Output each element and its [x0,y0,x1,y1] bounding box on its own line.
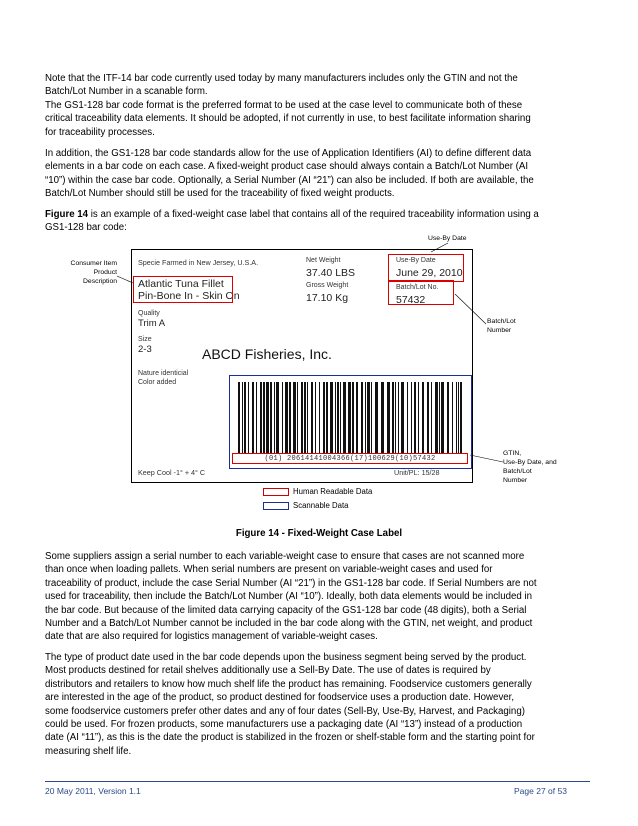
callout-line: Consumer Item [70,260,117,267]
body-paragraph-2 [45,651,585,758]
text-line: “10”) within the case bar code. Optionally, a Serial Number (AI “21”) can also be included. If both are available, the [45,174,534,186]
text-line: The GS1-128 bar code format is the preferred format to be used at the case level to communicate both of these [45,99,523,111]
footer-divider [45,781,590,782]
text-line: distributors and retailers to know how much shelf life the product has remaining. Foodservice customers generally [45,678,532,690]
specie-text: Specie Farmed in New Jersey, U.S.A. [138,258,259,267]
text-line: Batch/Lot Number should still be used for the traceability of fixed weight products. [45,188,395,200]
text-line: for traceability processes. [45,126,155,138]
callout-line: Use-By Date, and [503,459,557,466]
highlight-product-description [133,276,233,303]
highlight-batch-lot [388,280,454,305]
gross-weight-label: Gross Weight [306,282,349,289]
text-line: than once when loading pallets. When serial numbers are present on variable-weight cases and used for [45,564,493,576]
footer-page-number: Page 27 of 53 [514,786,567,796]
batch-value: 57432 [396,294,426,306]
callout-line: Number [487,327,512,334]
callout-line: Description [83,278,117,285]
text-line: Note that the ITF-14 bar code currently used today by many manufacturers includes only the GTIN and not the [45,73,518,84]
callout-line: Number [503,477,528,484]
text-line: traceability of product, include the case Serial Number (AI “21”) in the GS1-128 bar code. If Serial Numbers are not [45,577,537,589]
text-line: GS1-128 bar code: [45,222,127,234]
net-weight-value: 37.40 LBS [306,267,356,279]
text-line: Some suppliers assign a serial number to each variable-weight case to ensure that cases are not scanned more [45,551,525,562]
callout-line: Product [93,269,117,276]
text-line: elements in a bar code on each case. A fixed-weight product case should always contain a Batch/Lot Number (AI [45,161,529,173]
highlight-barcode-scannable [229,375,472,469]
keep-cool-text: Keep Cool -1° + 4° C [138,468,206,477]
callout-line: Batch/Lot [487,318,516,325]
text-line: some foodservice customers prefer other dates and any of four dates (Sell-By, Use-By, Harvest, and Packaging) [45,705,525,717]
text-line: used for traceability, then include the Batch/Lot Number (AI “10”). Ideally, both data elements would be included in [45,591,532,603]
case-label [131,249,473,483]
legend-label: Human Readable Data [293,487,373,496]
legend-swatch-red [263,488,289,496]
footer-date-version: 20 May 2011, Version 1.1 [45,786,141,796]
size-value: 2-3 [138,344,152,355]
unit-pl-text: Unit/PL: 15/28 [394,468,440,477]
product-line-1: Atlantic Tuna Fillet [138,278,224,290]
text-line: are interested in the age of the product, so product destined for foodservice uses a production date. However, [45,692,515,704]
text-line: date that are also required for logistics management of variable-weight cases. [45,631,378,643]
text-line: could be used. For frozen products, some manufacturers use a packaging date (AI “13”) instead of a production [45,719,523,731]
figure-reference: Figure 14 [45,209,89,220]
callout-batch-lot [487,317,516,335]
text-line: In addition, the GS1-128 bar code standards allow for the use of Application Identifiers (AI) to define different data [45,148,532,159]
product-line-2: Pin-Bone In - Skin On [138,290,240,302]
quality-value: Trim A [138,318,166,329]
text-line: Number and a Batch/Lot Number cannot be included in the bar code along with the GTIN, net weight, and product [45,618,533,630]
callout-line: GTIN, [503,450,522,457]
gross-weight-value: 17.10 Kg [306,292,349,304]
size-label: Size [138,336,152,343]
highlight-use-by-date [388,254,464,282]
legend-swatch-blue [263,502,289,510]
barcode-human-readable: (01) 20614141004366(17)100629(10)57432 [264,455,436,463]
figure-caption: Figure 14 - Fixed-Weight Case Label [235,528,403,539]
text-line: the bar code. But because of the limited data carrying capacity of the GS1-128 bar code (48 digits), both a Serial [45,604,527,616]
text-line: date (AI “11”), as this is the date the product is stabilized in the frozen or shelf-stable form and the starting point for [45,732,535,744]
callout-gtin [503,449,557,485]
callout-line: Batch/Lot [503,468,532,475]
nature-line-1: Nature identicial [138,370,189,377]
text-line: Most products destined for retail shelves additionally use a Sell-By Date. The use of dates is required by [45,665,491,677]
body-paragraph-1 [45,550,585,644]
text-line: measuring shelf life. [45,745,132,757]
legend-label: Scannable Data [293,501,349,510]
batch-label: Batch/Lot No. [396,284,439,291]
text-line: critical traceability data elements. It should be adopted, if not currently in use, to best facilitate information sharing [45,113,531,125]
callout-consumer-item [62,259,117,286]
net-weight-label: Net Weight [306,257,341,264]
nature-line-2: Color added [138,379,177,386]
text-line: The type of product date used in the bar code depends upon the business segment being served by the product. [45,652,527,663]
company-name: ABCD Fisheries, Inc. [202,346,332,362]
use-by-value: June 29, 2010 [396,267,463,279]
use-by-label: Use-By Date [396,257,436,264]
text-span: is an example of a fixed-weight case label that contains all of the required traceability information using a [88,209,539,220]
text-line: Batch/Lot Number in a scanable form. [45,86,208,98]
callout-use-by-date: Use-By Date [428,235,467,242]
quality-label: Quality [138,310,160,317]
